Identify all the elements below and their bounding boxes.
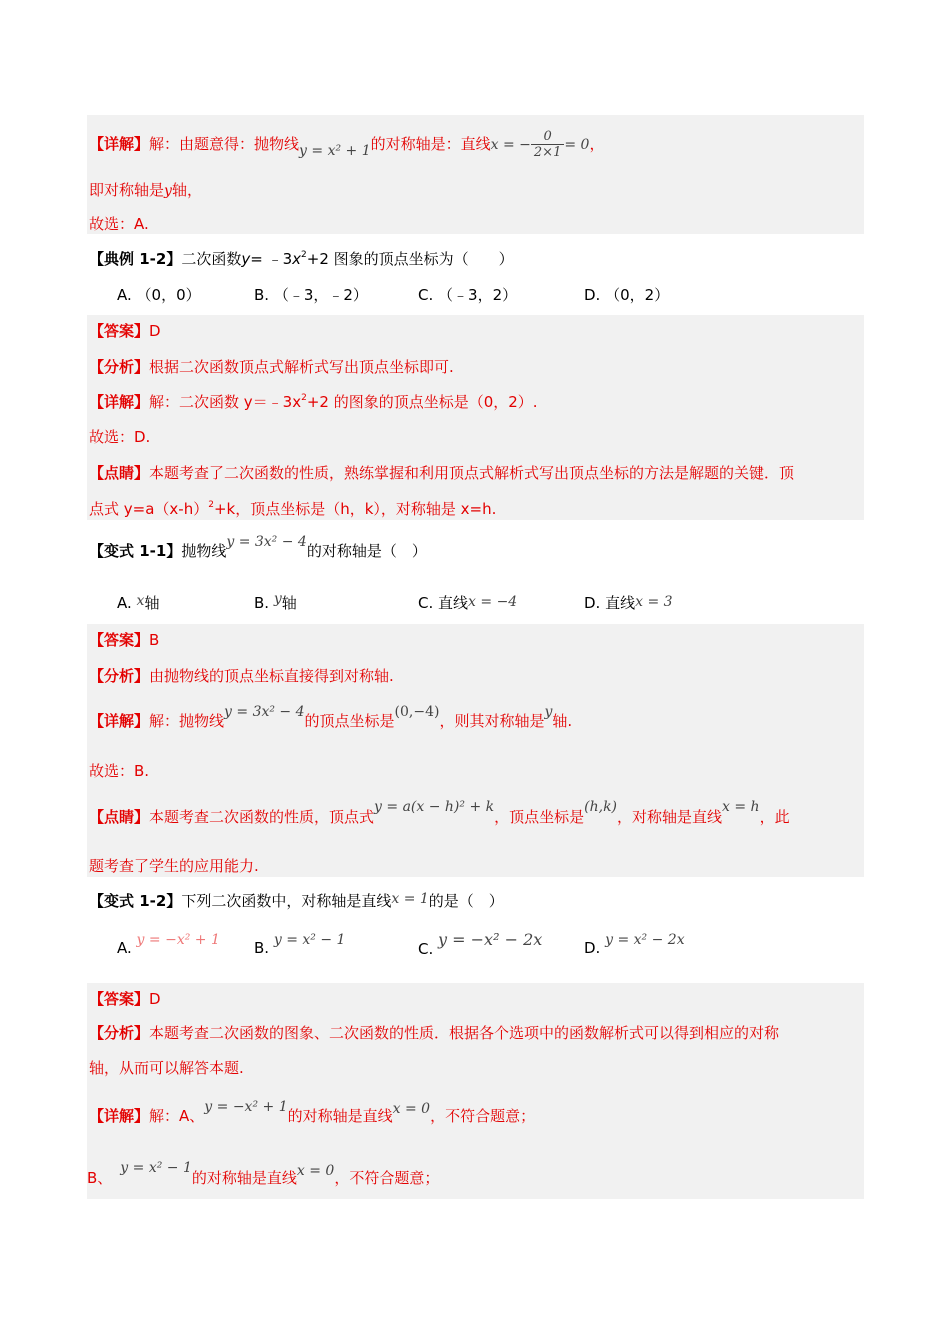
solution-block-1 (87, 115, 864, 234)
option-c: C. 直线x = −4 (418, 594, 518, 612)
answer-line: 【答案】B (89, 631, 160, 649)
option-b: B. y = x² − 1 (254, 932, 346, 957)
choose-line: 故选：B. (89, 762, 150, 780)
choose-line: 故选：A. (89, 215, 149, 233)
question-variant-1-1: 【变式 1-1】抛物线y = 3x² − 4的对称轴是（ ） (89, 534, 427, 560)
comment-line-2: 点式 $y=a(x-h)^2+k$，顶点坐标是（h，k），对称轴是 x=h. (89, 500, 497, 518)
option-c: C. y = −x² − 2x (418, 930, 543, 958)
question-tag: 【变式 1-2】 (89, 892, 182, 910)
detail-tag: 【详解】 (89, 135, 150, 153)
solution-block-variant-1-1 (87, 624, 864, 877)
comment-line-1: 【点睛】本题考查二次函数的性质，顶点式y = a(x − h)² + k，顶点坐标是(h,k)，对称轴是直线x = h，此 (89, 799, 790, 826)
options-variant-1-2 (87, 930, 864, 966)
detail-line: 【详解】解：A、y = −x² + 1的对称轴是直线x = 0，不符合题意； (89, 1099, 536, 1125)
answer-line: 【答案】D (89, 322, 161, 340)
option-b: B. （﹣3，﹣2） (254, 286, 368, 304)
option-b: B. y轴 (254, 591, 297, 612)
detail-line-b: B、y = x² − 1的对称轴是直线x = 0，不符合题意； (87, 1160, 440, 1187)
answer-line: 【答案】D (89, 990, 161, 1008)
option-c: C. （﹣3，2） (418, 286, 518, 304)
analysis-line: 【分析】由抛物线的顶点坐标直接得到对称轴. (89, 667, 394, 685)
solution-block-example-1-2 (87, 315, 864, 520)
option-d: D. y = x² − 2x (584, 932, 685, 957)
question-tag: 【变式 1-1】 (89, 542, 182, 560)
detail-line: 【详解】解：由题意得：抛物线y = x² + 1的对称轴是：直线x = − $\frac{0}{2\times 1}$ = 0， (89, 129, 605, 160)
choose-line: 故选：D. (89, 428, 151, 446)
question-example-1-2: 【典例 1-2】二次函数$y= ﹣3x^2+2$ 图象的顶点坐标为（ ） (89, 250, 514, 268)
fraction: $\frac{0}{2\times 1}$ (531, 129, 564, 160)
option-d: D. （0，2） (584, 286, 670, 304)
analysis-line: 【分析】根据二次函数顶点式解析式写出顶点坐标即可. (89, 358, 454, 376)
analysis-line-2: 轴，从而可以解答本题. (89, 1059, 244, 1077)
detail-line: 【详解】解：抛物线y = 3x² − 4的顶点坐标是(0,−4)，则其对称轴是y轴. (89, 704, 573, 730)
comment-line-1: 【点睛】本题考查了二次函数的性质，熟练掌握和利用顶点式解析式写出顶点坐标的方法是解题的关键．顶 (89, 464, 795, 482)
question-tag: 【典例 1-2】 (89, 250, 182, 268)
option-a: A. （0，0） (117, 286, 201, 304)
detail-line: 【详解】解：二次函数 $y=﹣3x^2+2$ 的图象的顶点坐标是（0，2）. (89, 393, 538, 411)
analysis-line-1: 【分析】本题考查二次函数的图象、二次函数的性质．根据各个选项中的函数解析式可以得到相应的对称 (89, 1024, 780, 1042)
option-a: A. y = −x² + 1 (117, 932, 220, 957)
option-d: D. 直线x = 3 (584, 594, 673, 612)
options-variant-1-1 (87, 592, 864, 628)
math-formula: y = x² + 1 (299, 143, 371, 159)
option-a: A. x轴 (117, 593, 160, 612)
detail-line-2: 即对称轴是y轴， (89, 181, 202, 199)
solution-block-variant-1-2 (87, 983, 864, 1199)
question-variant-1-2: 【变式 1-2】下列二次函数中，对称轴是直线x = 1的是（ ） (89, 891, 504, 910)
comment-line-2: 题考查了学生的应用能力. (89, 857, 259, 875)
